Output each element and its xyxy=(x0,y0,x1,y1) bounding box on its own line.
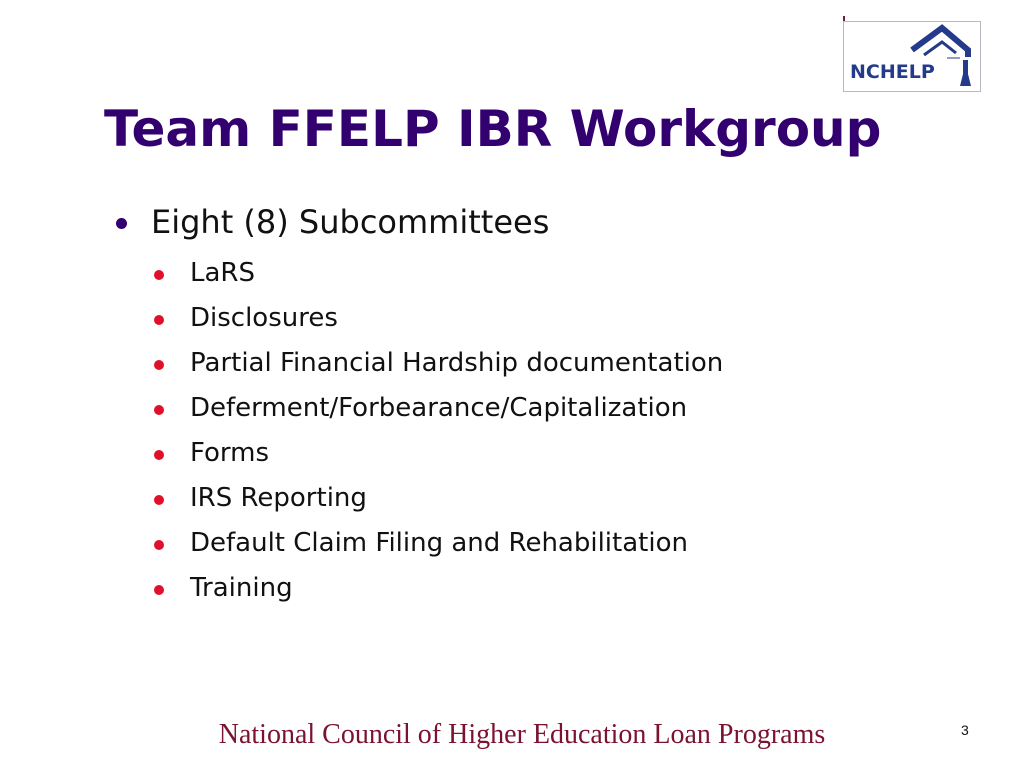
logo-text: NCHELP xyxy=(850,61,935,83)
main-bullet-item xyxy=(113,200,549,244)
subcommittee-item xyxy=(153,521,723,566)
footer-organization: National Council of Higher Education Loan Programs xyxy=(218,719,826,750)
subcommittee-item xyxy=(153,296,723,341)
subcommittee-text: IRS Reporting xyxy=(190,483,367,513)
subcommittee-text: Disclosures xyxy=(190,303,338,333)
subcommittee-text: Default Claim Filing and Rehabilitation xyxy=(190,528,688,558)
bullet-dot-icon xyxy=(154,360,164,370)
subcommittee-text: LaRS xyxy=(190,258,255,288)
subcommittee-item xyxy=(153,341,723,386)
subcommittee-item xyxy=(153,431,723,476)
subcommittee-list xyxy=(153,251,723,611)
subcommittee-item xyxy=(153,251,723,296)
bullet-dot-icon xyxy=(154,450,164,460)
subcommittee-text: Forms xyxy=(190,438,270,468)
subcommittee-text: Partial Financial Hardship documentation xyxy=(190,348,724,378)
subcommittee-text: Training xyxy=(190,573,293,603)
bullet-dot-icon xyxy=(154,315,164,325)
bullet-dot-icon xyxy=(154,495,164,505)
subcommittee-item xyxy=(153,476,723,521)
subcommittee-text: Deferment/Forbearance/Capitalization xyxy=(190,393,688,423)
main-bullet-list xyxy=(113,200,549,244)
bullet-dot-icon xyxy=(154,405,164,415)
bullet-dot-icon xyxy=(154,585,164,595)
bullet-dot-icon xyxy=(154,540,164,550)
page-number: 3 xyxy=(961,722,969,738)
slide-title: Team FFELP IBR Workgroup xyxy=(104,100,882,158)
subcommittee-item xyxy=(153,386,723,431)
bullet-dot-icon xyxy=(116,218,127,229)
nchelp-logo xyxy=(843,21,981,92)
subcommittee-item xyxy=(153,566,723,611)
main-bullet-text: Eight (8) Subcommittees xyxy=(151,203,550,241)
bullet-dot-icon xyxy=(154,270,164,280)
